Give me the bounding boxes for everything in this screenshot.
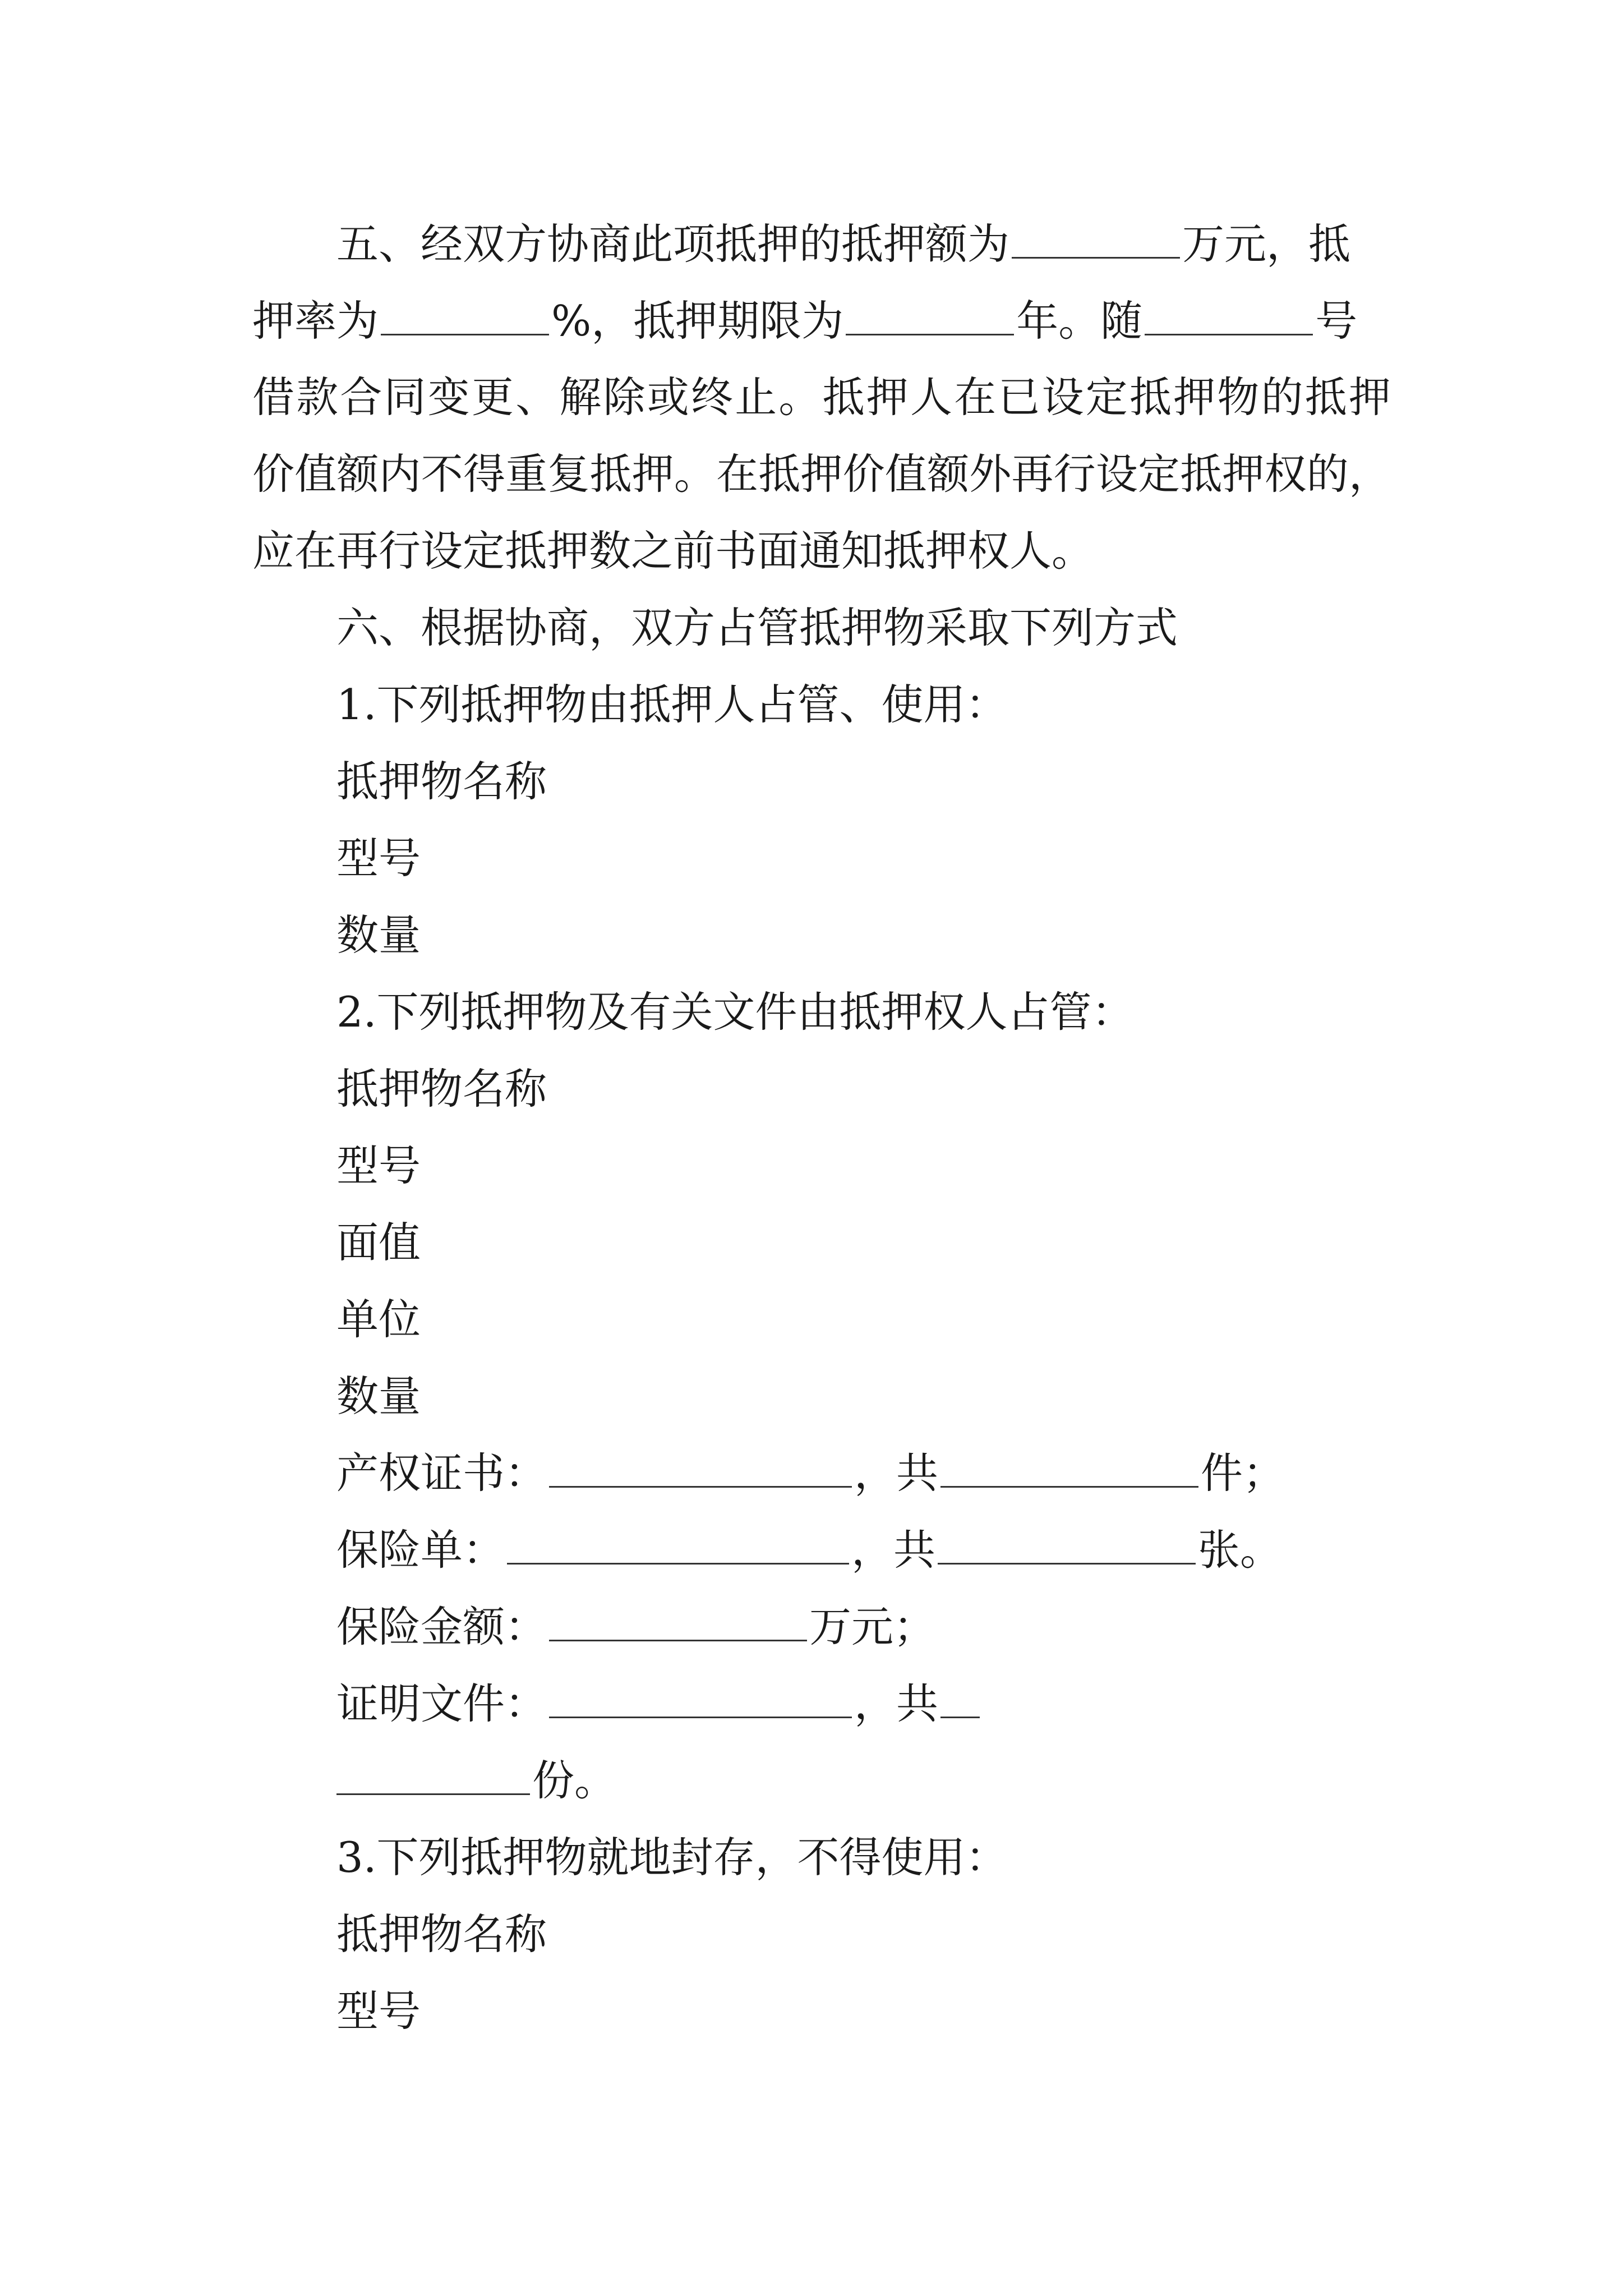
item1-heading: 1.下列抵押物由抵押人占管、使用： xyxy=(336,680,1008,729)
cert-label: 产权证书： xyxy=(336,1448,547,1498)
doc-line xyxy=(336,1676,1475,1732)
clause5-text: 万元，抵 xyxy=(1182,219,1351,269)
clause6-title: 六、根据协商，双方占管抵押物采取下列方式 xyxy=(336,603,1178,652)
item3-heading: 3.下列抵押物就地封存，不得使用： xyxy=(336,1833,1008,1882)
insured-amount-blank[interactable] xyxy=(549,1605,807,1641)
item2-face-value-label: 面值 xyxy=(336,1218,421,1267)
amount-label: 保险金额： xyxy=(336,1602,547,1651)
contract-number-blank[interactable] xyxy=(1145,299,1313,335)
cert-blank[interactable] xyxy=(549,1451,852,1488)
item1-model-label: 型号 xyxy=(336,834,421,883)
amount-blank[interactable] xyxy=(1012,222,1180,259)
clause5-text: %，抵押期限为 xyxy=(551,296,844,346)
policy-label: 保险单： xyxy=(336,1525,505,1575)
item3-name-label: 抵押物名称 xyxy=(336,1910,547,1959)
item2-quantity-label: 数量 xyxy=(336,1372,421,1421)
item3-model-label: 型号 xyxy=(336,1986,421,2036)
doc-mid: ，共 xyxy=(854,1679,939,1728)
clause5-text: 号 xyxy=(1315,296,1358,346)
term-blank[interactable] xyxy=(846,299,1014,335)
doc-count-blank-start[interactable] xyxy=(940,1682,980,1718)
policy-line xyxy=(336,1522,1475,1578)
cert-count-blank[interactable] xyxy=(940,1451,1198,1488)
item1-name-label: 抵押物名称 xyxy=(336,757,547,806)
item2-heading: 2.下列抵押物及有关文件由抵押权人占管： xyxy=(336,987,1134,1037)
policy-count-blank[interactable] xyxy=(938,1528,1196,1565)
clause5-text: 年。随 xyxy=(1016,296,1143,346)
item2-unit-label: 单位 xyxy=(336,1295,421,1344)
policy-mid: ，共 xyxy=(851,1525,936,1575)
clause5-line3: 借款合同变更、解除或终止。抵押人在已设定抵押物的抵押 xyxy=(252,372,1391,422)
item1-quantity-label: 数量 xyxy=(336,910,421,960)
clause5-line4: 价值额内不得重复抵押。在抵押价值额外再行设定抵押权的， xyxy=(252,449,1391,499)
item2-model-label: 型号 xyxy=(336,1141,421,1190)
doc-label: 证明文件： xyxy=(336,1679,547,1728)
doc-line-cont xyxy=(336,1752,1475,1809)
doc-blank[interactable] xyxy=(549,1682,852,1718)
clause5-line2 xyxy=(252,293,1391,349)
policy-end: 张。 xyxy=(1198,1525,1283,1575)
clause5-text: 押率为 xyxy=(252,296,379,346)
doc-count-blank[interactable] xyxy=(336,1759,530,1795)
amount-end: 万元； xyxy=(809,1602,936,1651)
rate-blank[interactable] xyxy=(381,299,549,335)
policy-blank[interactable] xyxy=(507,1528,849,1565)
item2-name-label: 抵押物名称 xyxy=(336,1064,547,1114)
cert-line xyxy=(336,1445,1475,1501)
insured-amount-line xyxy=(336,1599,1475,1655)
clause5-text: 五、经双方协商此项抵押的抵押额为 xyxy=(336,219,1010,269)
clause5-line5: 应在再行设定抵押数之前书面通知抵押权人。 xyxy=(252,526,1094,576)
cert-mid: ，共 xyxy=(854,1448,939,1498)
cert-end: 件； xyxy=(1201,1448,1285,1498)
clause5-line1 xyxy=(336,216,1391,272)
doc-end: 份。 xyxy=(532,1756,617,1805)
